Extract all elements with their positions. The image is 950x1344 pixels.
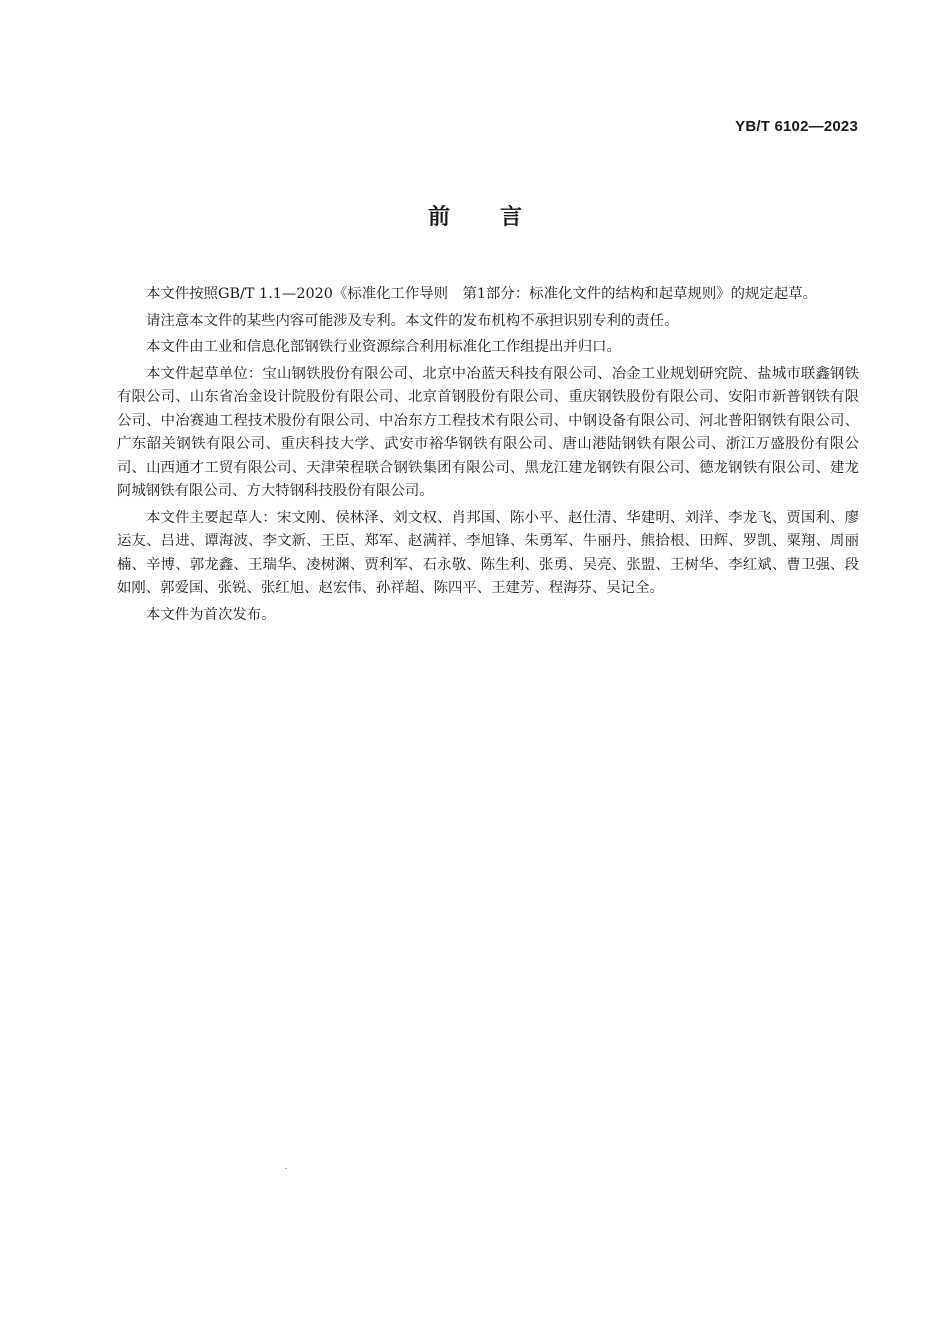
standard-code: YB/T 6102—2023: [735, 118, 858, 135]
paragraph-drafting-units: 本文件起草单位：宝山钢铁股份有限公司、北京中冶蓝天科技有限公司、冶金工业规划研究院、盐城市联鑫钢铁有限公司、山东省冶金设计院股份有限公司、北京首钢股份有限公司、重庆钢铁股份有限公司、安阳市新普钢铁有限公司、中冶赛迪工程技术股份有限公司、中冶东方工程技术有限公司、中钢设备有限公司、河北普阳钢铁有限公司、广东韶关钢铁有限公司、重庆科技大学、武安市裕华钢铁有限公司、唐山港陆钢铁有限公司、浙江万盛股份有限公司、山西通才工贸有限公司、天津荣程联合钢铁集团有限公司、黑龙江建龙钢铁有限公司、德龙钢铁有限公司、建龙阿城钢铁有限公司、方大特钢科技股份有限公司。: [117, 365, 859, 499]
scan-dot: [285, 1168, 287, 1169]
paragraph-patent-notice: 请注意本文件的某些内容可能涉及专利。本文件的发布机构不承担识别专利的责任。: [146, 312, 679, 329]
paragraph-first-release: 本文件为首次发布。: [146, 606, 276, 623]
paragraph-drafting-rules: 本文件按照GB/T 1.1—2020《标准化工作导则 第1部分：标准化文件的结构和起草规则》的规定起草。: [146, 286, 817, 302]
foreword-body: [117, 283, 859, 630]
paragraph-proposer: 本文件由工业和信息化部钢铁行业资源综合利用标准化工作组提出并归口。: [146, 339, 621, 355]
page-title: 前言: [427, 205, 572, 230]
paragraph-drafters: 本文件主要起草人：宋文刚、侯林泽、刘文权、肖邦国、陈小平、赵仕清、华建明、刘洋、李龙飞、贾国利、廖运友、吕进、谭海波、李文新、王臣、郑军、赵满祥、李旭锋、朱勇军、牛丽丹、熊拾根、田辉、罗凯、粟翔、周丽楠、辛博、郭龙鑫、王瑞华、凌树渊、贾利军、石永敬、陈生利、张勇、吴亮、张盟、王树华、李红斌、曹卫强、段如刚、郭爱国、张锐、张红旭、赵宏伟、孙祥超、陈四平、王建芳、程海芬、吴记全。: [117, 509, 859, 596]
